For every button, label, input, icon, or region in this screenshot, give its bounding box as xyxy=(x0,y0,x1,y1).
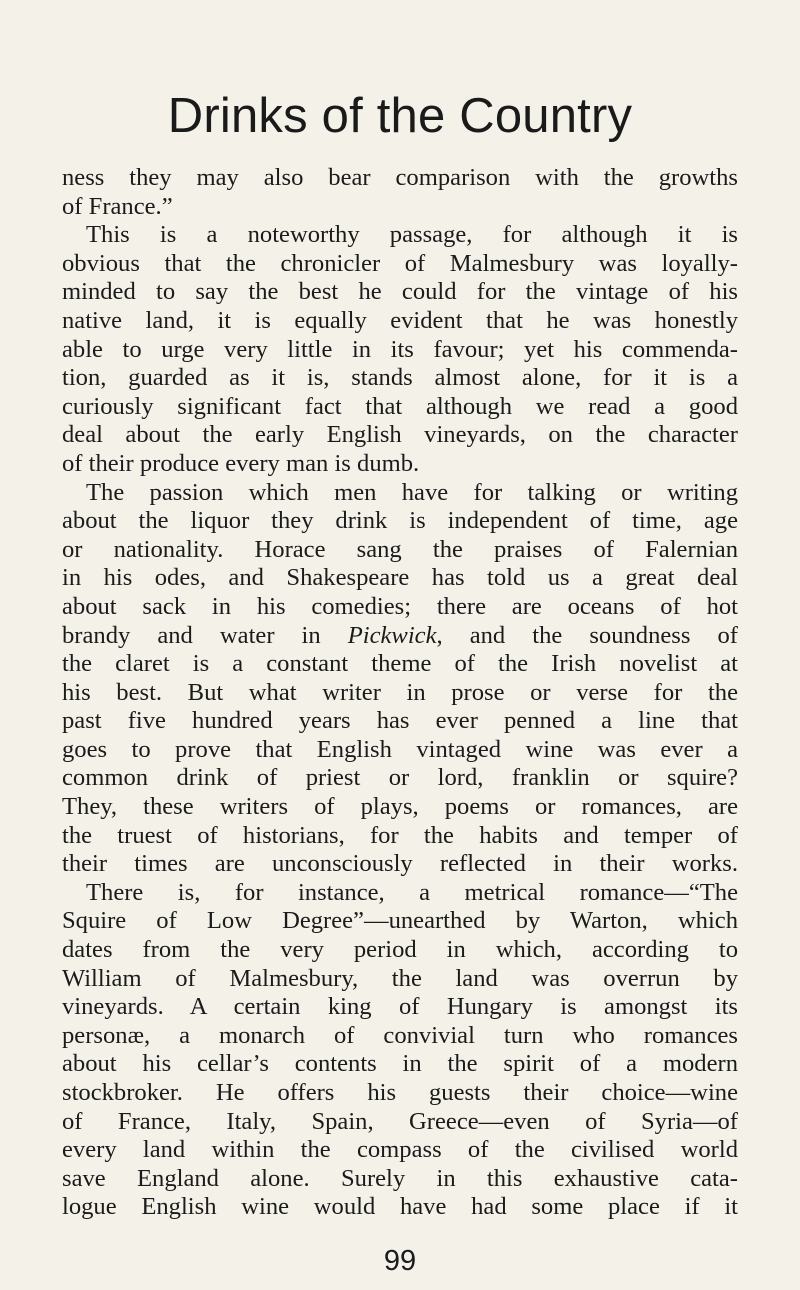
text-line: of their produce every man is dumb. xyxy=(62,449,420,477)
text-line: the claret is a constant theme of the Irish novelist at xyxy=(62,650,738,678)
text-line: of France, Italy, Spain, Greece—even of Syria—of xyxy=(62,1107,738,1135)
text-line: tion, guarded as it is, stands almost alone, for it is a xyxy=(62,364,738,392)
text-line: minded to say the best he could for the vintage of his xyxy=(62,278,738,306)
text-line: about his cellar’s contents in the spirit of a modern xyxy=(62,1050,738,1078)
body-text xyxy=(62,164,738,1222)
text-line: personæ, a monarch of convivial turn who romances xyxy=(62,1021,738,1049)
text-line: The passion which men have for talking or writing xyxy=(86,478,738,506)
text-line: This is a noteworthy passage, for although it is xyxy=(86,221,738,249)
text-line: about the liquor they drink is independent of time, age xyxy=(62,507,738,535)
text-line: common drink of priest or lord, franklin or squire? xyxy=(62,764,738,792)
text-line: native land, it is equally evident that he was honestly xyxy=(62,306,738,334)
text-line: the truest of historians, for the habits and temper of xyxy=(62,821,738,849)
text-line: every land within the compass of the civilised world xyxy=(62,1136,738,1164)
text-line: logue English wine would have had some place if it xyxy=(62,1193,738,1221)
text-line: or nationality. Horace sang the praises of Falernian xyxy=(62,535,738,563)
text-line: able to urge very little in its favour; yet his commenda- xyxy=(62,335,738,363)
text-line: deal about the early English vineyards, on the character xyxy=(62,421,738,449)
text-line: dates from the very period in which, according to xyxy=(62,936,738,964)
text-line: curiously significant fact that although we read a good xyxy=(62,392,738,420)
text-line: Squire of Low Degree”—unearthed by Warton, which xyxy=(62,907,738,935)
page-number: 99 xyxy=(383,1245,417,1277)
text-line: their times are unconsciously reflected in their works. xyxy=(62,850,738,878)
text-line: stockbroker. He offers his guests their choice—wine xyxy=(62,1079,738,1106)
text-line: in his odes, and Shakespeare has told us a great deal xyxy=(62,564,738,592)
text-line: goes to prove that English vintaged wine was ever a xyxy=(62,735,738,763)
text-line: his best. But what writer in prose or verse for the xyxy=(62,678,738,706)
text-line: There is, for instance, a metrical romance—“The xyxy=(86,878,738,906)
text-line: ness they may also bear comparison with the growths xyxy=(62,164,738,191)
text-line: vineyards. A certain king of Hungary is amongst its xyxy=(62,993,738,1021)
running-head: Drinks of the Country xyxy=(167,89,633,143)
text-line: past five hundred years has ever penned a line that xyxy=(62,707,738,735)
text-line: of France.” xyxy=(62,192,173,220)
text-line: brandy and water in Pickwick, and the soundness of xyxy=(62,621,738,649)
text-line: obvious that the chronicler of Malmesbury was loyally- xyxy=(62,249,738,277)
text-line: They, these writers of plays, poems or romances, are xyxy=(62,793,738,821)
text-line: William of Malmesbury, the land was overrun by xyxy=(62,964,738,992)
text-line: save England alone. Surely in this exhaustive cata- xyxy=(62,1164,738,1192)
text-line: about sack in his comedies; there are oceans of hot xyxy=(62,592,738,620)
